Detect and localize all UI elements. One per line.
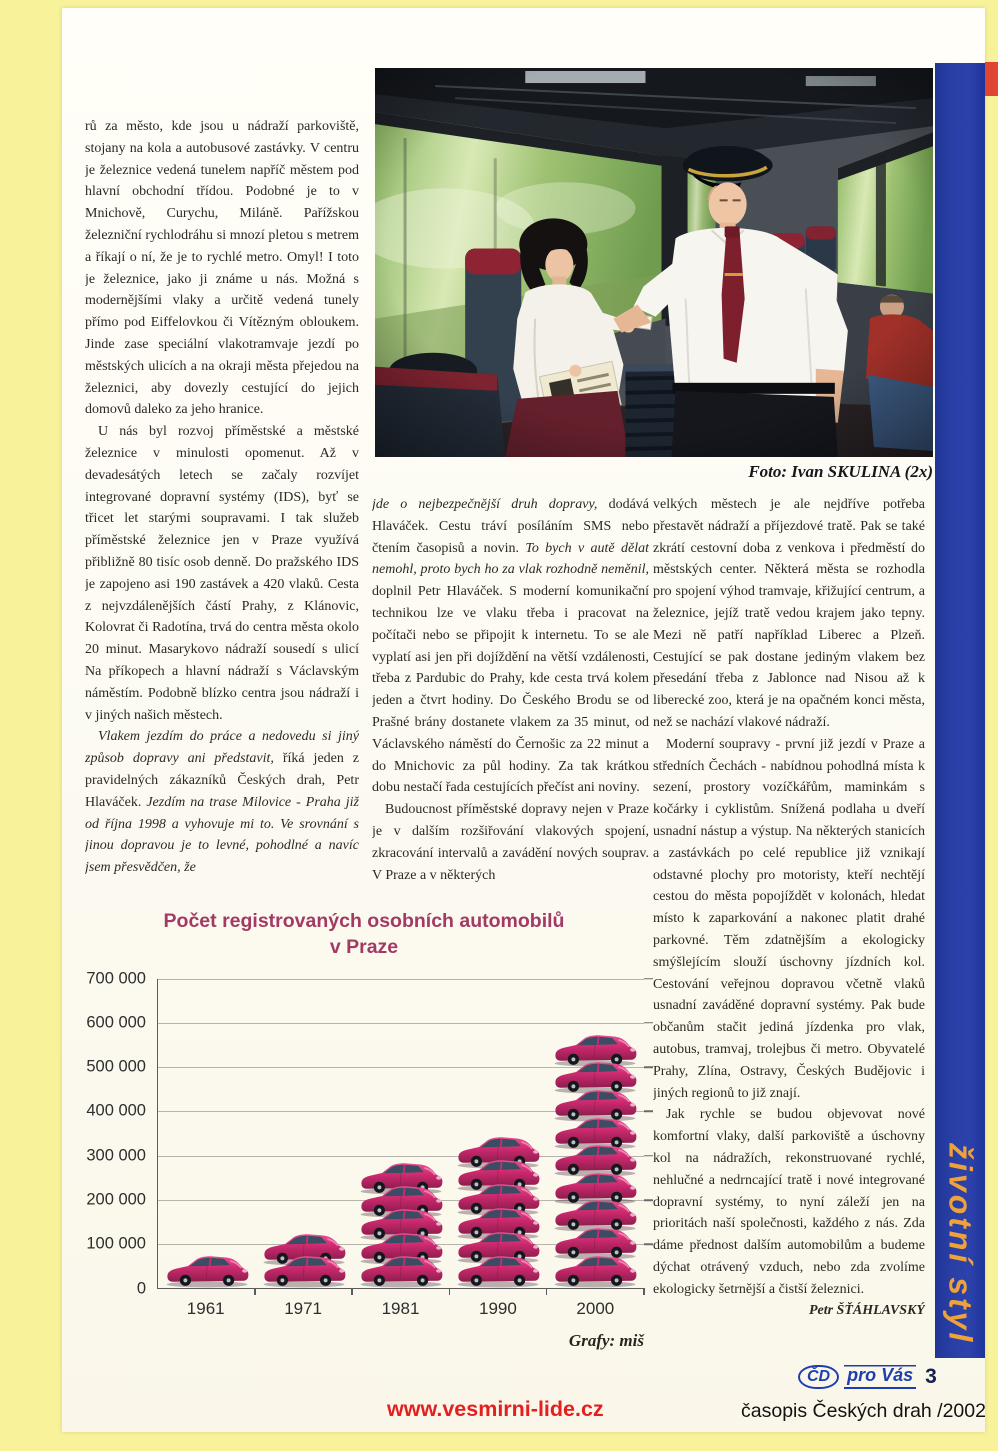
right-tick [644, 1199, 653, 1201]
y-axis-tick-label: 300 000 [86, 1146, 146, 1165]
right-tick [644, 1155, 653, 1157]
train-interior-photo [375, 68, 933, 457]
x-axis-tick [351, 1288, 353, 1295]
text-column-1 [85, 116, 359, 912]
paragraph: velkých městech je ale nejdříve potřeba přestavět nádraží a příjezdové tratě. Pak se také zkrátí cestovní doba z venkova i předměstí do městských center. Některá města se rozhodla pro spojení výhod tramvaje, křižující centrum, a železnice, jejíž tratě vedou krajem jako tepny. Mezi ně patří například Liberec a Plzeň. Cestující se pak dostane jediným vlakem bez přesedání třeba z Jablonce nad Nisou až k liberecké zoo, která je na opačném konci města, než se nachází vlakové nádraží. [653, 497, 925, 730]
y-axis-tick-label: 400 000 [86, 1101, 146, 1120]
cd-logo-icon: ČD [798, 1365, 839, 1389]
page-number: 3 [925, 1365, 937, 1388]
right-tick [644, 1111, 653, 1113]
car-registrations-chart [85, 908, 653, 1351]
y-axis-tick-label: 700 000 [86, 969, 146, 988]
section-label: životní styl [942, 1142, 979, 1344]
cd-pro-vas-logo [798, 1365, 937, 1389]
y-axis-tick-label: 600 000 [86, 1013, 146, 1032]
x-axis-tick-label: 1981 [381, 1298, 420, 1318]
paragraph: Vlakem jezdím do práce a nedovedu si jiný způsob dopravy ani představit, říká jeden z pravidelných zákazníků Českých drah, Petr Hlaváček. Jezdím na trase Milovice - Praha již od října 1998 a vyhovuje mi to. Ve srovnání s jinou dopravou je to levné, pohodlné a navíc jsem přesvědčen, že [85, 729, 359, 876]
magazine-page [62, 8, 985, 1432]
magazine-footer-text: časopis Českých drah /2002 [741, 1400, 986, 1422]
y-axis-tick-label: 100 000 [86, 1234, 146, 1253]
right-tick [644, 1066, 653, 1068]
bar-1971 [255, 979, 352, 1288]
text-column-2 [372, 494, 649, 908]
paragraph: jde o nejbezpečnější druh dopravy, dodává Hlaváček. Cestu tráví posíláním SMS nebo čtením časopisů a novin. To bych v autě dělat nemohl, proto bych ho za vlak rozhodně neměnil, doplnil Petr Hlaváček. S moderní komunikační technikou lze ve vlaku třeba i pracovat na počítači nebo se připojit k internetu. To se ale vyplatí asi jen při dojíždění na větší vzdálenosti, třeba z Pardubic do Prahy, kde cesta trvá kolem jeden a čtvrt hodiny. Do Českého Brodu se od Prašné brány dostanete vlakem za 35 minut, od Václavského náměstí do Černošic za 22 minut a do Mnichovic za půl hodiny. Za tak krátkou dobu nestačí řada cestujících přečíst ani noviny. [372, 497, 649, 796]
paragraph: Jak rychle se budou objevovat nové komfortní vlaky, další parkoviště a úschovny kol na nádražích, rekonstruované rychlé, nehlučné a nedrncající tratě i nové integrované dopravní systémy, to nyní záleží jen na prioritách naší společnosti, každého z nás. Zda dáme přednost dalším automobilům a budeme dýchat otrávený vzduch, nebo zda zvolíme ekologicky šetrnější a čistší železnici. [653, 1107, 925, 1297]
right-tick [644, 1022, 653, 1024]
bar-2000 [547, 979, 644, 1288]
paragraph: U nás byl rozvoj příměstské a městské železnice v minulosti opomenut. Až v devadesátých letech se začaly rozvíjet integrované dopravní systémy (IDS), byť se třicet let starými soupravami. I tak služeb příměstské železnice jen v Praze využívá přibližně 80 tisíc osob denně. Do pražského IDS je zapojeno asi 190 zastávek a 420 vlaků. Cesta z nejvzdálenějších částí Prahy, z Klánovic, Kolovrat či Radotína, trvá do centra města okolo 20 minut. Masarykovo nádraží sousedí s ulicí Na příkopech a hlavní nádraží s Václavským náměstím. Podobně blízko centra jsou nádraží i v jiných našich městech. [85, 424, 359, 723]
photo-credit: Foto: Ivan SKULINA (2x) [748, 462, 933, 481]
car-icon [260, 1252, 348, 1288]
bar-1990 [450, 979, 547, 1288]
author-byline: Petr ŠŤÁHLAVSKÝ [808, 1303, 925, 1319]
x-axis-tick [254, 1288, 256, 1295]
right-tick [644, 978, 653, 980]
car-icon [163, 1252, 251, 1288]
car-icon [551, 1252, 639, 1288]
section-stripe [935, 63, 985, 1358]
right-tick [644, 1244, 653, 1246]
chart-x-axis-labels [157, 1289, 644, 1319]
text-column-3 [653, 494, 925, 1356]
x-axis-tick [546, 1288, 548, 1295]
website-footer-text: www.vesmirni-lide.cz [387, 1397, 604, 1421]
y-axis-tick-label: 200 000 [86, 1190, 146, 1209]
x-axis-tick-label: 1971 [284, 1298, 323, 1318]
x-axis-tick-label: 2000 [576, 1298, 615, 1318]
edge-red-mark [985, 62, 998, 96]
pro-vas-wordmark: pro Vás [844, 1365, 916, 1389]
train-photo-illustration [375, 68, 933, 457]
y-axis-tick-label: 500 000 [86, 1057, 146, 1076]
chart-title: Počet registrovaných osobních automobilů v Praze [163, 910, 565, 959]
y-axis-tick-label: 0 [136, 1279, 146, 1298]
x-axis-tick-label: 1961 [186, 1298, 225, 1318]
x-axis-tick-label: 1990 [479, 1298, 517, 1318]
paragraph: Moderní soupravy - první již jezdí v Praze a středních Čechách - nabídnou pohodlná místa k sezení, prostory vozíčkářům, maminkám s kočárky i cyklistům. Snížená podlaha u dveří usnadní nástup a výstup. Na některých stanicích a zastávkách po celé republice již vznikají odstavné plochy pro motoristy, kteří nechtějí cestou do města popojíždět v kolonách, hledat místo k zaparkování a nakonec platit drahé parkovné. Těm zdatnějším a ekologicky smýšlejícím slouží úschovny jízdních kol. Cestování veřejnou dopravou včetně vlaků usnadní zaváděné dopravní systémy. Pak bude občanům stačit jediná jízdenka pro vlak, autobus, tramvaj, trolejbus či metro. Obyvatelé Prahy, Zlína, Ostravy, Českých Budějovic i jiných regionů to již znají. [653, 736, 925, 1101]
bar-1961 [158, 979, 255, 1288]
paragraph: Budoucnost příměstské dopravy nejen v Praze je v dalším rozšiřování vlakových spojení, zkracování intervalů a zavádění nových souprav. V Praze a v některých [372, 802, 649, 883]
bar-1981 [352, 979, 449, 1288]
x-axis-tick [643, 1288, 645, 1295]
paragraph: rů za město, kde jsou u nádraží parkoviště, stojany na kola a autobusové zastávky. V centru je železnice vedená tunelem napříč městem pod hlavní obchodní třídou. Podobné je to v Mnichově, Curychu, Miláně. Pařížskou železniční rychlodráhu si mnozí pletou s metrem a říkají o ní, že je to rychlé metro. Omyl! I toto je železnice, jako ji známe u nás. Možná s modernějšími vlaky a určitě vedená tunely přímo pod Eiffelovkou či Vítězným obloukem. Jinde zase speciální vlakotramvaje jezdí po městských ulicích a na okraji města přejedou na železnici, aby dovezly cestující do jejich domovů daleko za jeho hranice. [85, 119, 359, 418]
chart-plot-area [86, 969, 644, 1298]
car-icon [454, 1252, 542, 1288]
car-icon [357, 1252, 445, 1288]
chart-credit: Grafy: miš [568, 1330, 644, 1350]
x-axis-tick [449, 1288, 451, 1295]
